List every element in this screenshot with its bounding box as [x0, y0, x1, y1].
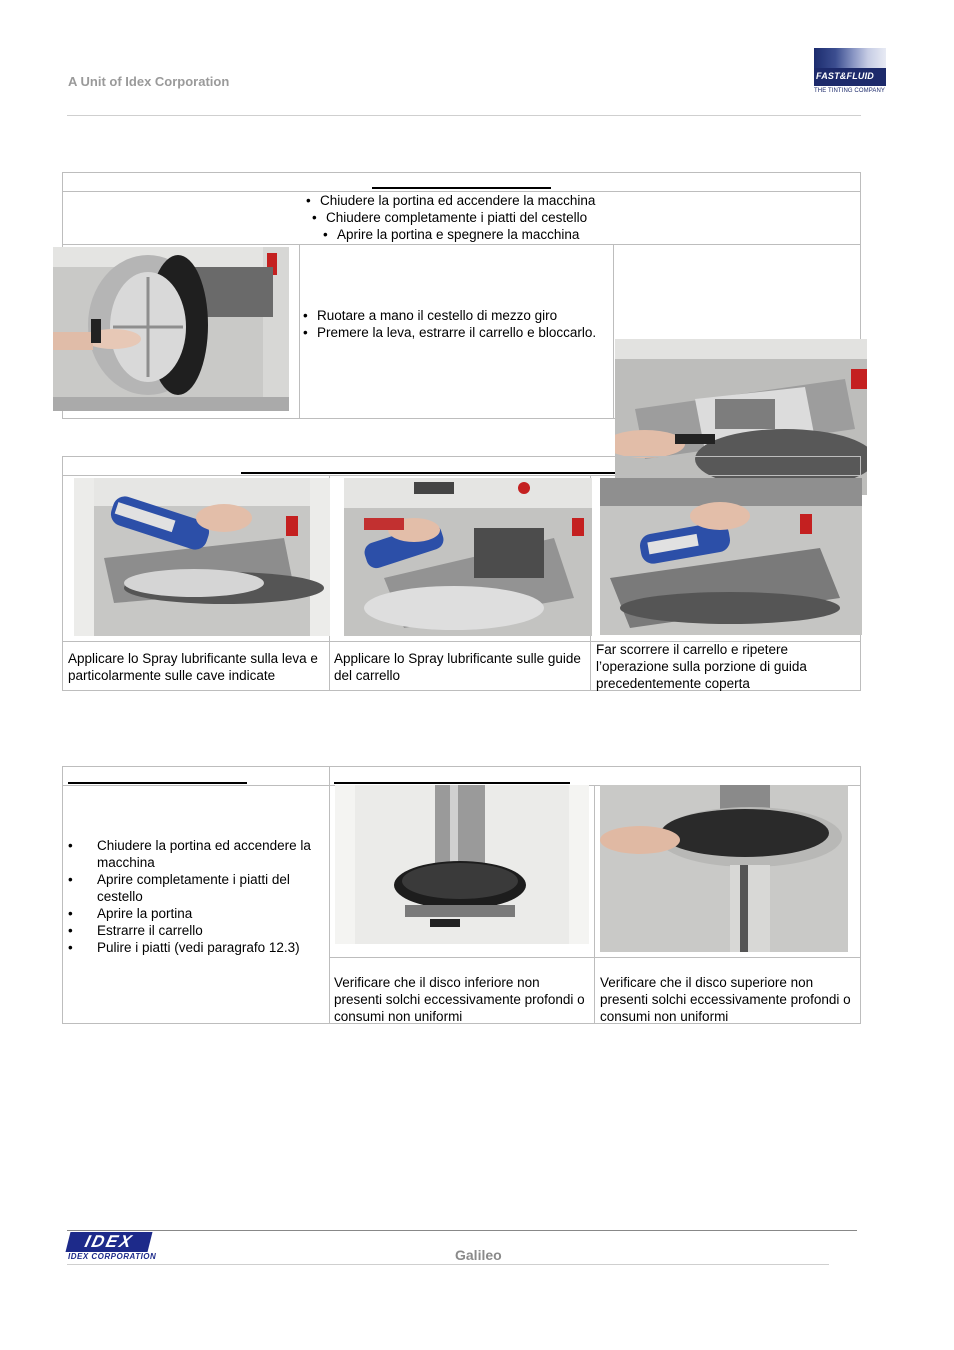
list-item: • Pulire i piatti (vedi paragrafo 12.3) — [68, 939, 326, 956]
spray-slide-caption: Far scorrere il carrello e ripetere l’operazione sulla porzione di guida precedentemente coperta — [596, 642, 807, 691]
list-item: • Aprire la portina e spegnere la macchina — [323, 226, 636, 243]
lower-disc-photo — [335, 785, 589, 944]
idex-logo-sub: IDEX CORPORATION — [68, 1252, 157, 1261]
section3-col-divider — [329, 766, 330, 1024]
section1-steps-list — [306, 192, 636, 243]
list-item: • Ruotare a mano il cestello di mezzo giro — [303, 307, 603, 324]
footer-divider-top — [67, 1230, 857, 1231]
upper-disc-photo — [600, 785, 848, 952]
spray-lever-caption: Applicare lo Spray lubrificante sulla leva e particolarmente sulle cave indicate — [68, 651, 318, 683]
header-unit-text: A Unit of Idex Corporation — [68, 74, 230, 89]
footer-divider-bottom — [67, 1264, 829, 1265]
section1-steps-row-border — [62, 244, 861, 245]
section1-title-underline — [372, 187, 551, 189]
list-item: • Aprire completamente i piatti del cestello — [68, 871, 326, 905]
section3-title-underline-right — [334, 782, 570, 784]
section3-caption-row-border — [329, 957, 861, 958]
section2-title-row-border — [62, 475, 861, 476]
section3-steps-list — [68, 837, 326, 956]
section1-col-divider — [299, 244, 300, 419]
lower-disc-caption: Verificare che il disco inferiore non presenti solchi eccessivamente profondi o consumi non uniformi — [334, 975, 585, 1024]
footer-doc-name: Galileo — [455, 1247, 502, 1263]
list-item: • Estrarre il carrello — [68, 922, 326, 939]
spray-guides-caption: Applicare lo Spray lubrificante sulle guide del carrello — [334, 651, 581, 683]
idex-logo-name: IDEX — [66, 1232, 153, 1252]
header-divider — [67, 115, 861, 116]
spray-guides-photo — [344, 478, 592, 636]
list-item: • Aprire la portina — [68, 905, 326, 922]
list-item: • Chiudere completamente i piatti del cestello — [312, 209, 636, 226]
list-item: • Chiudere la portina ed accendere la macchina — [68, 837, 326, 871]
logo-tagline: THE TINTING COMPANY — [814, 88, 886, 94]
section1-col-divider-2 — [613, 244, 614, 419]
logo-name: FAST&FLUID — [816, 71, 874, 81]
fast-fluid-logo — [814, 48, 886, 100]
section1-instructions — [303, 307, 603, 341]
section3-title-underline-left — [68, 782, 247, 784]
section3-col-divider-2 — [594, 785, 595, 1024]
section2-title-underline — [241, 472, 615, 474]
list-item: • Chiudere la portina ed accendere la macchina — [306, 192, 636, 209]
spray-slide-photo — [600, 478, 862, 635]
upper-disc-caption: Verificare che il disco superiore non presenti solchi eccessivamente profondi o consumi non uniformi — [600, 975, 851, 1024]
spray-lever-photo — [74, 478, 330, 636]
idex-logo — [68, 1232, 160, 1262]
basket-rotation-photo — [53, 247, 289, 411]
list-item: • Premere la leva, estrarre il carrello e bloccarlo. — [303, 324, 603, 341]
